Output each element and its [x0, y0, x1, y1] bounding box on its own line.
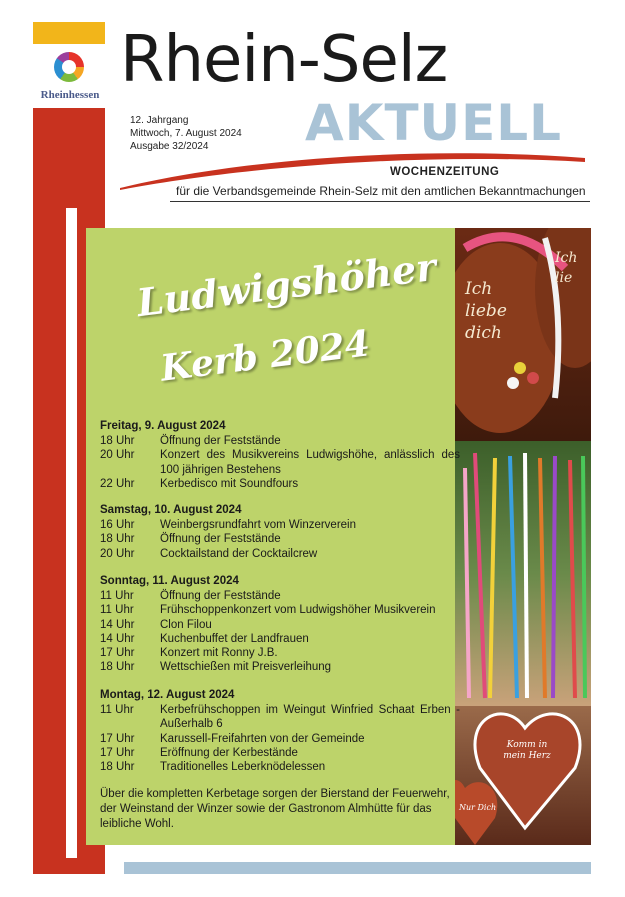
event-row: [100, 532, 460, 546]
event-time: 20 Uhr: [100, 449, 135, 462]
event-row: [100, 646, 460, 660]
event-desc: Konzert mit Ronny J.B.: [160, 647, 278, 660]
event-time: 18 Uhr: [100, 533, 135, 546]
photo-top-right-text: Ich lie: [555, 250, 578, 286]
headline-line1: Ludwigshöher: [134, 243, 439, 326]
blue-bottom-bar: [124, 862, 591, 874]
event-row: [100, 746, 460, 760]
day-heading: Montag, 12. August 2024: [100, 689, 235, 701]
logo-center: [62, 60, 76, 74]
event-desc: Clon Filou: [160, 618, 212, 631]
photo-column: [455, 228, 591, 845]
red-bottom-bar: [33, 858, 105, 874]
event-desc: Konzert des Musikvereins Ludwigshöhe, anlässlich des 100 jährigen Bestehens: [160, 449, 460, 476]
masthead-subtitle: für die Verbandsgemeinde Rhein-Selz mit den amtlichen Bekanntmachungen: [176, 184, 586, 198]
event-row: [100, 703, 460, 732]
event-desc: Kerbefrühschoppen im Weingut Winfried Schaat Erben - Außerhalb 6: [160, 704, 460, 731]
event-desc: Öffnung der Feststände: [160, 590, 281, 602]
event-row: [100, 589, 460, 603]
issue-date: Mittwoch, 7. August 2024: [130, 128, 242, 139]
photo-bottom-small-text: Nur Dich: [459, 803, 497, 812]
event-time: 11 Uhr: [100, 604, 134, 617]
event-time: 20 Uhr: [100, 547, 135, 560]
event-time: 18 Uhr: [100, 661, 135, 674]
event-desc: Cocktailstand der Cocktailcrew: [160, 547, 318, 560]
event-desc: Wettschießen mit Preisverleihung: [160, 661, 332, 674]
program-day-sunday: [100, 574, 460, 675]
event-time: 16 Uhr: [100, 519, 135, 531]
event-time: 17 Uhr: [100, 732, 135, 745]
jahrgang: 12. Jahrgang: [130, 115, 189, 126]
event-row: [100, 632, 460, 646]
logo-text: Rheinhessen: [40, 89, 100, 101]
program-day-monday: [100, 688, 460, 774]
program-day-saturday: [100, 503, 460, 561]
photo-top-text: Ich liebe dich: [465, 279, 507, 343]
event-time: 18 Uhr: [100, 761, 135, 774]
red-swoosh: [115, 140, 595, 190]
event-time: 14 Uhr: [100, 632, 135, 645]
event-time: 17 Uhr: [100, 746, 135, 759]
day-heading: Sonntag, 11. August 2024: [100, 575, 239, 587]
day-heading: Freitag, 9. August 2024: [100, 420, 226, 432]
event-row: [100, 760, 460, 774]
event-time: 11 Uhr: [100, 704, 134, 716]
event-row: [100, 518, 460, 532]
event-desc: Karussell-Freifahrten von der Gemeinde: [160, 732, 365, 745]
subtitle-underline: [170, 201, 590, 202]
event-desc: Öffnung der Feststände: [160, 533, 281, 546]
event-row: [100, 618, 460, 632]
event-time: 18 Uhr: [100, 435, 135, 447]
masthead-aktuell: AKTUELL: [305, 94, 563, 152]
event-row: [100, 434, 460, 448]
event-desc: Öffnung der Feststände: [160, 435, 281, 447]
yellow-bar: [33, 22, 105, 44]
footer-paragraph: Über die kompletten Kerbetage sorgen der Bierstand der Feuerwehr, der Weinstand der Winzer sowie der Gastronom Almhütte für das leibliche Wohl.: [100, 788, 450, 830]
masthead-title: Rhein-Selz: [120, 23, 448, 97]
event-desc: Eröffnung der Kerbestände: [160, 746, 298, 759]
event-row: [100, 603, 460, 617]
red-column-inner-line: [66, 208, 77, 858]
event-time: 22 Uhr: [100, 477, 135, 490]
photo-bottom-text: Komm in mein Herz: [503, 740, 551, 761]
event-row: [100, 448, 460, 477]
wochenzeitung-label: WOCHENZEITUNG: [390, 166, 500, 178]
event-row: [100, 732, 460, 746]
issue-number: Ausgabe 32/2024: [130, 141, 209, 152]
day-heading: Samstag, 10. August 2024: [100, 504, 242, 516]
event-time: 11 Uhr: [100, 590, 134, 602]
event-row: [100, 477, 460, 491]
event-row: [100, 547, 460, 561]
event-desc: Kuchenbuffet der Landfrauen: [160, 632, 309, 645]
event-desc: Frühschoppenkonzert vom Ludwigshöher Musikverein: [160, 604, 436, 617]
event-desc: Kerbedisco mit Soundfours: [160, 477, 299, 490]
event-desc: Weinbergsrundfahrt vom Winzerverein: [160, 519, 357, 531]
event-row: [100, 660, 460, 674]
headline-line2: Kerb 2024: [158, 322, 373, 390]
program-day-friday: [100, 419, 460, 491]
event-time: 17 Uhr: [100, 647, 135, 660]
event-time: 14 Uhr: [100, 618, 135, 631]
event-desc: Traditionelles Leberknödelessen: [160, 761, 326, 774]
